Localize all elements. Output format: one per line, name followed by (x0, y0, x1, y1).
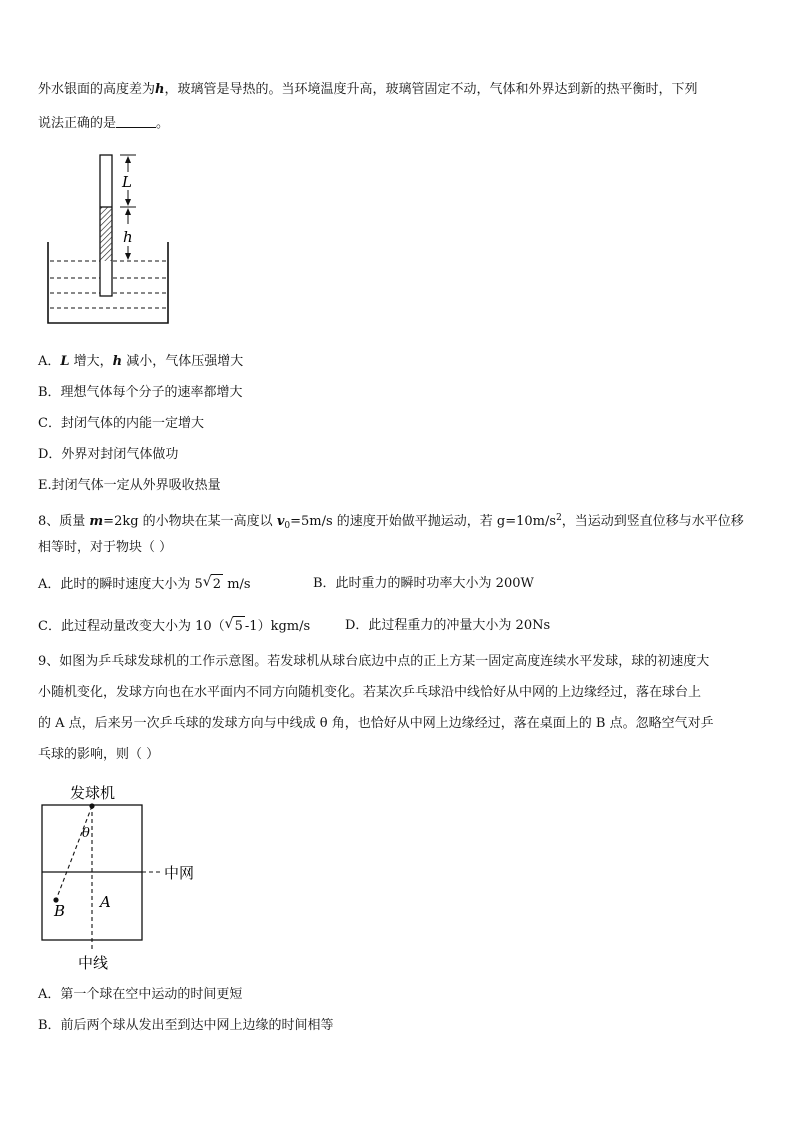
label-machine: 发球机 (70, 784, 116, 802)
q7-option-c: C．封闭气体的内能一定增大 (38, 416, 204, 431)
label-net: 中网 (164, 864, 195, 882)
q8-stem-line2: 相等时，对于物块（ ） (38, 540, 173, 555)
q8-var-m: m (89, 514, 104, 529)
q7-stem-text: 。 (156, 116, 170, 131)
q8-text: ，当运动到竖直位移与水平位移 (561, 514, 744, 529)
q8-stem-line1 (38, 508, 744, 536)
radicand: 2 (211, 574, 223, 595)
option-var-h: h (112, 354, 123, 369)
option-text: A．此时的瞬时速度大小为 5 (38, 577, 203, 592)
q7-option-d: D．外界对封闭气体做功 (38, 447, 179, 462)
trajectory-b (56, 806, 92, 900)
label-theta: θ (82, 826, 90, 841)
q8-var-v: v (276, 514, 285, 529)
q9-stem-line1: 9、如图为乒乓球发球机的工作示意图。若发球机从球台底边中点的正上方某一固定高度连续水平发球，球的初速度大 (38, 654, 710, 669)
sqrt-symbol: √ 5 (225, 616, 245, 637)
q7-stem-line1 (38, 80, 697, 100)
label-L: L (122, 173, 132, 191)
mercury-column (101, 207, 112, 261)
option-text: C．此过程动量改变大小为 10（ (38, 619, 225, 634)
q8-option-a (38, 574, 251, 595)
option-var-L: L (60, 354, 70, 369)
q7-stem-text: ，玻璃管是导热的。当环境温度升高，玻璃管固定不动，气体和外界达到新的热平衡时，下列 (164, 82, 698, 97)
q9-stem-line4: 乓球的影响，则（ ） (38, 747, 160, 762)
option-text: 增大， (69, 354, 113, 369)
table-figure (38, 780, 208, 975)
q8-option-d: D．此过程重力的冲量大小为 20Ns (345, 618, 551, 633)
option-text: m/s (223, 577, 251, 592)
q7-option-a (38, 352, 243, 372)
q8-subscript: 0 (284, 521, 291, 531)
label-a: A (100, 893, 111, 911)
q8-option-b: B．此时重力的瞬时功率大小为 200W (313, 576, 534, 591)
q7-stem-h: h (155, 82, 165, 97)
option-text: 减小，气体压强增大 (122, 354, 244, 369)
q7-option-b: B．理想气体每个分子的速率都增大 (38, 385, 243, 400)
label-h: h (123, 228, 133, 246)
sqrt-symbol: √ 2 (203, 574, 223, 595)
q8-text: =5m/s 的速度开始做平抛运动，若 g=10m/s (290, 514, 557, 529)
label-b: B (54, 902, 66, 920)
answer-blank (116, 114, 156, 128)
q8-superscript: 2 (556, 513, 562, 523)
q7-stem-line2 (38, 114, 169, 134)
q9-stem-line3: 的 A 点，后来另一次乒乓球的发球方向与中线成 θ 角，也恰好从中网上边缘经过，落在桌面上的 B 点。忽略空气对乒 (38, 716, 714, 731)
machine-point (89, 803, 94, 808)
radicand: 5 (233, 616, 245, 637)
q7-option-e: E.封闭气体一定从外界吸收热量 (38, 478, 221, 493)
q8-text: =2kg 的小物块在某一高度以 (103, 514, 277, 529)
q9-stem-line2: 小随机变化，发球方向也在水平面内不同方向随机变化。若某次乒乓球沿中线恰好从中网的上边缘经过，落在球台上 (38, 685, 702, 700)
q7-stem-text: 说法正确的是 (38, 116, 117, 131)
label-centerline: 中线 (78, 954, 109, 972)
q7-stem-text: 外水银面的高度差为 (38, 82, 156, 97)
option-text: -1）kgm/s (244, 619, 311, 634)
q8-option-c (38, 616, 310, 637)
q8-text: 8、质量 (38, 514, 90, 529)
q9-option-a: A．第一个球在空中运动的时间更短 (38, 987, 243, 1002)
option-label: A． (38, 354, 61, 369)
tube-figure (40, 150, 180, 330)
q9-option-b: B．前后两个球从发出至到达中网上边缘的时间相等 (38, 1018, 334, 1033)
